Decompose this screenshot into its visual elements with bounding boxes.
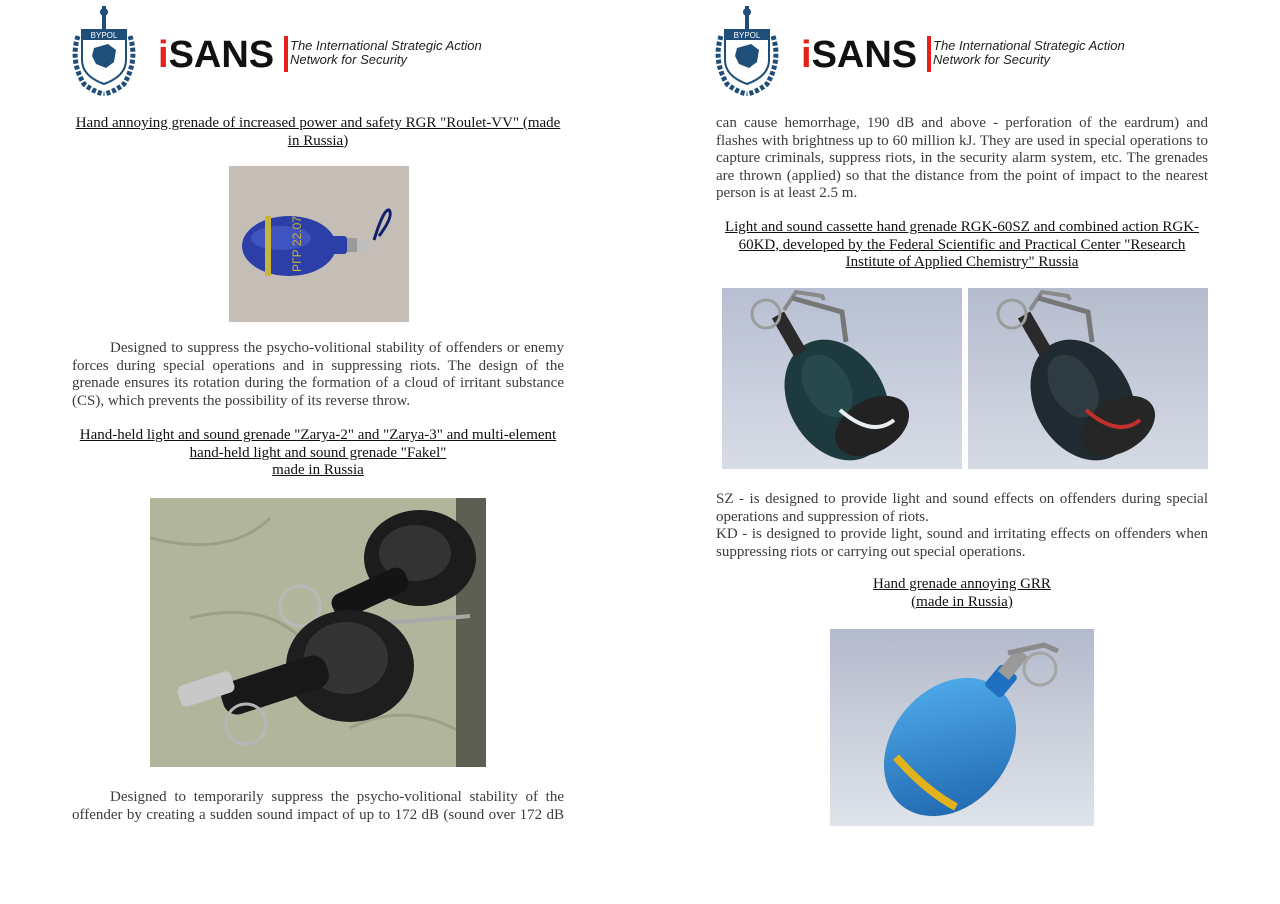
paragraph-kd <box>716 526 1208 561</box>
tagline-line-1: The International Strategic Action <box>933 38 1125 53</box>
tagline-line-1: The International Strategic Action <box>290 38 482 53</box>
bypol-emblem-icon <box>711 6 783 96</box>
paragraph-sz <box>716 491 1208 526</box>
brand-rest: SANS <box>811 34 918 76</box>
brand-divider <box>284 36 288 72</box>
photo-zarya-grenades <box>150 498 486 767</box>
heading-zarya-fakel <box>72 427 564 480</box>
paragraph-zarya-continued <box>716 115 1208 203</box>
brand-divider <box>927 36 931 72</box>
tagline-line-2: Network for Security <box>933 52 1051 67</box>
heading-line-1: Hand annoying grenade of increased power and safety RGR "Roulet-VV" (made <box>75 115 561 131</box>
paragraph-zarya-line-1: Designed to temporarily suppress the psycho-volitional stability of the <box>110 789 564 805</box>
emblem-text: BYPOL <box>90 31 118 40</box>
brand-rest: SANS <box>168 34 275 76</box>
page-header <box>68 6 508 98</box>
emblem-text: BYPOL <box>733 31 761 40</box>
brand-i: i <box>801 34 812 76</box>
heading-grr <box>716 576 1208 611</box>
heading-line-1: Hand grenade annoying GRR <box>873 576 1051 592</box>
paragraph-zarya-line-2: offender by creating a sudden sound impact of up to 172 dB (sound over 172 dB <box>72 806 564 823</box>
heading-rgk-60 <box>716 219 1208 272</box>
heading-line-1: Light and sound cassette hand grenade RGK-60SZ and combined action RGK- <box>724 219 1200 235</box>
photo-rgk-60sz <box>722 288 962 469</box>
tagline <box>933 39 1163 67</box>
heading-roulet-vv <box>72 115 564 150</box>
paragraph-kd-text: KD - is designed to provide light, sound and irritating effects on offenders when suppressing riots or carrying out special operations. <box>716 526 1208 560</box>
heading-line-2: in Russia) <box>287 132 349 149</box>
paragraph-roulet-vv-text: Designed to suppress the psycho-volitional stability of offenders or enemy forces during special operations and in suppressing riots. The design of the grenade ensures its rotation during the formation of a cloud of irritant substance (CS), which prevents the possibility of its reverse throw. <box>72 340 564 409</box>
right-page <box>643 0 1280 904</box>
paragraph-sz-text: SZ - is designed to provide light and sound effects on offenders during special operations and suppression of riots. <box>716 491 1208 525</box>
tagline-line-2: Network for Security <box>290 52 408 67</box>
bypol-emblem-icon <box>68 6 140 96</box>
heading-line-2: (made in Russia) <box>911 593 1013 610</box>
tagline <box>290 39 520 67</box>
isans-logo <box>801 36 931 74</box>
paragraph-zarya-continued-text: can cause hemorrhage, 190 dB and above - perforation of the eardrum) and flashes with brightness up to 60 million kJ. They are used in special operations to capture criminals, suppress riots, in the security alarm system, etc. The grenades are thrown (applied) so that the distance from the point of impact to the nearest person is at least 2.5 m. <box>716 115 1208 201</box>
heading-line-3: made in Russia <box>272 462 364 478</box>
paragraph-roulet-vv <box>72 340 564 410</box>
photo-rgk-60kd <box>968 288 1208 469</box>
brand-i: i <box>158 34 169 76</box>
grenade-marking: РГР 22.07 <box>290 216 304 272</box>
paragraph-zarya <box>72 789 564 824</box>
photo-roulet-vv-grenade <box>229 166 409 322</box>
page-header <box>711 6 1151 98</box>
heading-line-2: 60KD, developed by the Federal Scientific and Practical Center "Research <box>738 236 1186 253</box>
photo-grr-grenade <box>830 629 1094 826</box>
heading-line-3: Institute of Applied Chemistry" Russia <box>845 254 1079 270</box>
heading-line-2: hand-held light and sound grenade "Fakel" <box>189 444 447 461</box>
heading-line-1: Hand-held light and sound grenade "Zarya-2" and "Zarya-3" and multi-element <box>79 427 557 443</box>
isans-logo <box>158 36 288 74</box>
